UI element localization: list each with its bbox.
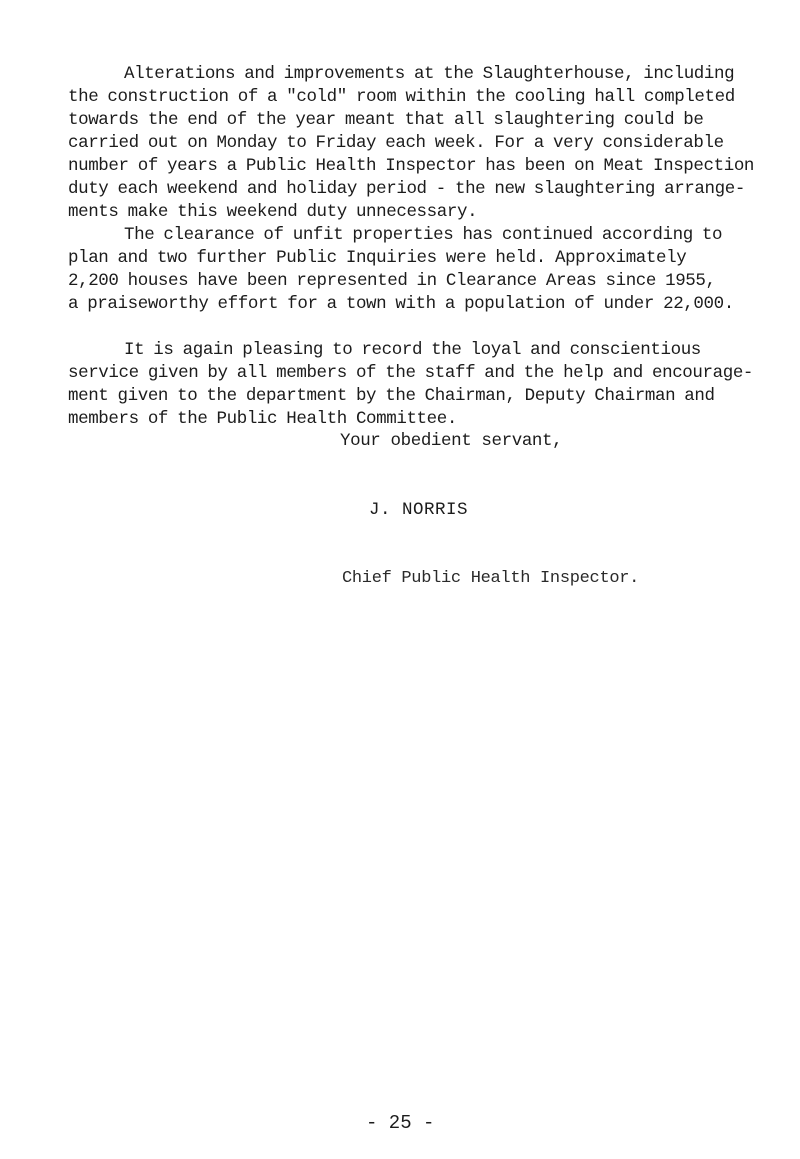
paragraph-line: ments make this weekend duty unnecessary. <box>68 202 478 222</box>
paragraph-line: carried out on Monday to Friday each week. For a very considerable <box>68 133 724 153</box>
paragraph-line: towards the end of the year meant that all slaughtering could be <box>68 110 704 130</box>
paragraph-line: It is again pleasing to record the loyal and conscientious <box>124 340 701 360</box>
paragraph-slaughterhouse <box>68 63 788 224</box>
paragraph-line: Alterations and improvements at the Slaughterhouse, including <box>124 64 735 84</box>
paragraph-line: duty each weekend and holiday period - the new slaughtering arrange- <box>68 179 745 199</box>
paragraph-line: 2,200 houses have been represented in Clearance Areas since 1955, <box>68 271 716 291</box>
paragraph-acknowledgement <box>68 339 788 431</box>
page-number: - 25 - <box>366 1112 435 1134</box>
signatory-name: J. NORRIS <box>369 500 469 520</box>
paragraph-line: a praiseworthy effort for a town with a population of under 22,000. <box>68 294 734 314</box>
paragraph-line: the construction of a "cold" room within the cooling hall completed <box>68 87 735 107</box>
paragraph-line: ment given to the department by the Chairman, Deputy Chairman and <box>68 386 715 406</box>
signatory-title: Chief Public Health Inspector. <box>342 569 640 588</box>
paragraph-line: service given by all members of the staff and the help and encourage- <box>68 363 754 383</box>
paragraph-line: number of years a Public Health Inspector has been on Meat Inspection <box>68 156 755 176</box>
closing-salutation: Your obedient servant, <box>340 431 563 451</box>
paragraph-line: members of the Public Health Committee. <box>68 409 457 429</box>
paragraph-line: The clearance of unfit properties has continued according to <box>124 225 723 245</box>
paragraph-line: plan and two further Public Inquiries were held. Approximately <box>68 248 687 268</box>
paragraph-clearance <box>68 224 788 316</box>
